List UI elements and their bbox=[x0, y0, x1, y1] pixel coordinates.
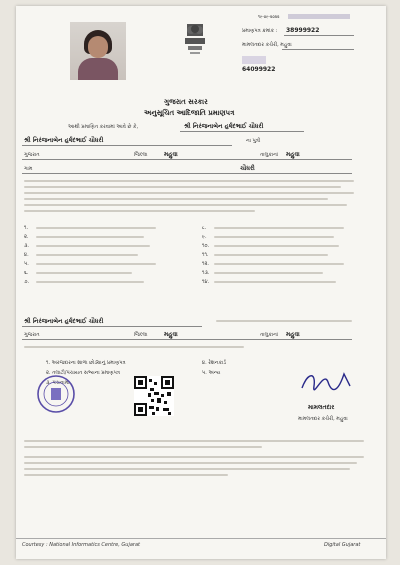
taluka-label: તાલુકાનાં bbox=[260, 152, 279, 158]
signatory-office: મામલતદાર કચેરી, મહુવા bbox=[298, 416, 348, 422]
items-left-column: ૧. ૨. ૩. ૪. ૫. ૬. ૭. bbox=[24, 225, 30, 285]
holder-name-second: શ્રી નિરંજનાબેન હર્ષદભાઈ ચૌધરી bbox=[24, 318, 104, 325]
signature-icon bbox=[298, 366, 358, 396]
taluka-value: મહુવા bbox=[286, 151, 300, 158]
footer-brand: Digital Gujarat bbox=[324, 542, 361, 548]
issuing-office: મામલતદાર કચેરી, મહુવા bbox=[242, 42, 292, 48]
district-value: મહુવા bbox=[164, 151, 178, 158]
relation: ના પુત્રી bbox=[246, 138, 261, 144]
doc-item-4: ૪. રેશનકાર્ડ bbox=[202, 360, 226, 366]
doc-item-5: ૫. અન્ય bbox=[202, 370, 221, 376]
doc-item-1: ૧. અરજદારના શાળા છોડ્યાનું પ્રમાણપત્ર bbox=[46, 360, 126, 366]
tribe-value: ચૌધરી bbox=[240, 165, 255, 172]
applicant-photo bbox=[70, 22, 126, 80]
doc-item-2: ૨. તલાટી/પંચાયત સભ્યના પ્રમાણપત્ર bbox=[46, 370, 120, 376]
office-seal-icon bbox=[36, 374, 76, 414]
barcode-strip bbox=[288, 14, 350, 19]
footer-courtesy: Courtesy : National Informatics Centre, Gujarat bbox=[22, 542, 140, 548]
certificate-sheet bbox=[16, 6, 386, 559]
certify-text: આથી પ્રમાણિત કરવામાં આવે છે કે, bbox=[68, 124, 139, 130]
certificate-title: અનુસૂચિત આદિજાતિ પ્રમાણપત્ર bbox=[144, 109, 235, 117]
stamp-box bbox=[242, 56, 266, 64]
district-label-2: જિલ્લા bbox=[134, 332, 148, 338]
holder-name: શ્રી નિરંજનાબેન હર્ષદભાઈ ચૌધરી bbox=[24, 137, 104, 144]
paragraph-text bbox=[24, 180, 354, 216]
signatory-designation: મામલતદાર bbox=[308, 404, 335, 411]
date-line: ૧૯-૦૯-૨૦૨૨ bbox=[258, 14, 280, 19]
items-right-column: ૮. ૯. ૧૦. ૧૧. ૧૨. ૧૩. ૧૪. bbox=[202, 225, 210, 285]
ashoka-emblem-icon bbox=[178, 22, 212, 64]
application-number: 64099922 bbox=[242, 66, 276, 73]
state-label-2: ગુજરાત bbox=[24, 332, 40, 338]
certificate-number-label: પ્રમાણપત્ર ક્રમાંક : bbox=[242, 28, 278, 34]
items-left-text bbox=[36, 227, 156, 287]
certificate-number: 38999922 bbox=[286, 27, 320, 34]
items-right-text bbox=[214, 227, 344, 287]
village-label: ગામ bbox=[24, 166, 33, 172]
doc-item-3: ૩. પંચનામા bbox=[46, 380, 70, 386]
qr-code-icon bbox=[134, 376, 174, 416]
footer-notes bbox=[24, 440, 364, 480]
district-value-2: મહુવા bbox=[164, 331, 178, 338]
district-label: જિલ્લા bbox=[134, 152, 148, 158]
page-footer bbox=[16, 538, 386, 553]
remarks-line bbox=[24, 346, 244, 352]
holder-name-top: શ્રી નિરંજનાબેન હર્ષદભાઈ ચૌધરી bbox=[184, 123, 264, 130]
taluka-value-2: મહુવા bbox=[286, 331, 300, 338]
second-block-text bbox=[216, 320, 352, 326]
taluka-label-2: તાલુકાનાં bbox=[260, 332, 279, 338]
government-title: ગુજરાત સરકાર bbox=[164, 98, 208, 106]
state-label: ગુજરાત bbox=[24, 152, 40, 158]
